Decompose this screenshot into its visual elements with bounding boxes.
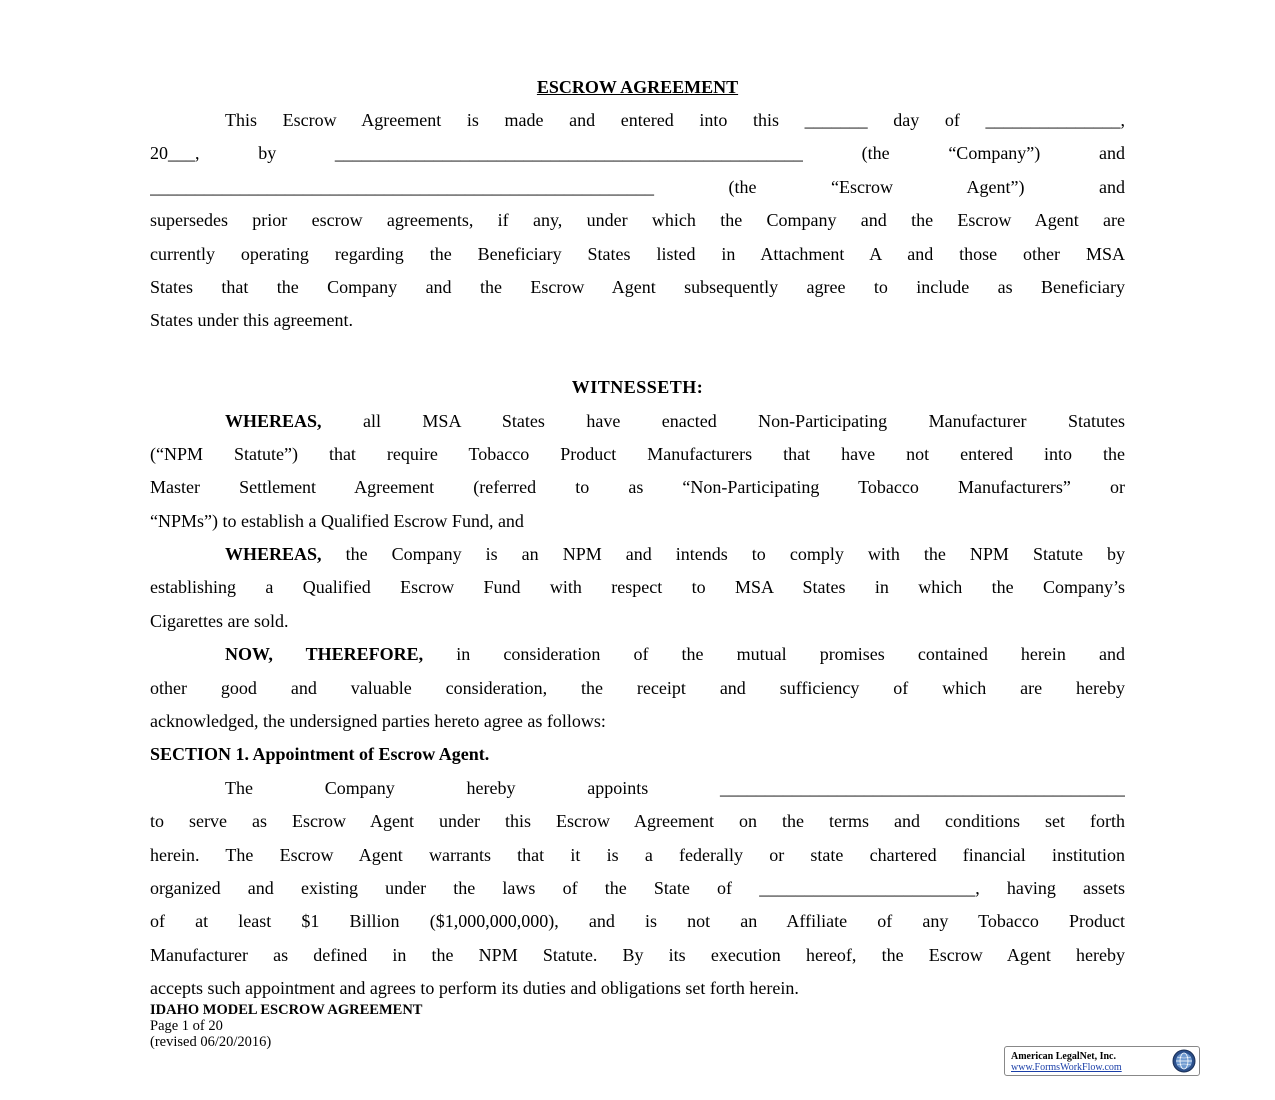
document-body: [150, 74, 1125, 1006]
publisher-badge[interactable]: [1004, 1046, 1200, 1076]
now-line-2: other good and valuable consideration, the receipt and sufficiency of which are hereby: [150, 677, 1125, 698]
section1-line-5: of at least $1 Billion ($1,000,000,000), and is not an Affiliate of any Tobacco Product: [150, 911, 1125, 932]
footer-title: IDAHO MODEL ESCROW AGREEMENT: [150, 1002, 423, 1018]
section1-line-7: accepts such appointment and agrees to perform its duties and obligations set forth herein.: [150, 978, 799, 999]
intro-line-5: currently operating regarding the Beneficiary States listed in Attachment A and those other MSA: [150, 243, 1125, 264]
whereas1-line-3: Master Settlement Agreement (referred to as “Non-Participating Tobacco Manufacturers” or: [150, 477, 1125, 498]
section1-line-2: to serve as Escrow Agent under this Escrow Agreement on the terms and conditions set forth: [150, 811, 1125, 832]
intro-line-4: supersedes prior escrow agreements, if any, under which the Company and the Escrow Agent are: [150, 210, 1125, 231]
now-text: in consideration of the mutual promises contained herein and: [456, 644, 1125, 665]
intro-line-3: ________________________________________________________ (the “Escrow Agent”) and: [150, 176, 1125, 197]
whereas1-line-2: (“NPM Statute”) that require Tobacco Product Manufacturers that have not entered into the: [150, 443, 1125, 464]
footer-page-number: Page 1 of 20: [150, 1018, 223, 1034]
whereas1-text: all MSA States have enacted Non-Participating Manufacturer Statutes: [362, 410, 1125, 431]
whereas2-line-1: [150, 538, 1125, 571]
whereas2-line-2: establishing a Qualified Escrow Fund with respect to MSA States in which the Company’s: [150, 577, 1125, 598]
whereas2-text: the Company is an NPM and intends to comply with the NPM Statute by: [345, 544, 1125, 565]
whereas2-line-3: Cigarettes are sold.: [150, 610, 289, 631]
section1-heading-text: SECTION 1. Appointment of Escrow Agent.: [150, 744, 490, 765]
now-line-1: [150, 638, 1125, 671]
section1-line-6: Manufacturer as defined in the NPM Statute. By its execution hereof, the Escrow Agent hereby: [150, 944, 1125, 965]
intro-line-1: This Escrow Agreement is made and entered into this _______ day of _______________,: [225, 110, 1125, 130]
spacer: [150, 338, 1125, 371]
section1-line-3: herein. The Escrow Agent warrants that it is a federally or state chartered financial institution: [150, 844, 1125, 865]
publisher-url-link[interactable]: www.FormsWorkFlow.com: [1011, 1062, 1122, 1073]
whereas1-line-1: [150, 405, 1125, 438]
section1-line-1: The Company hereby appoints _____________________________________________: [225, 777, 1125, 798]
whereas1-line-4: “NPMs”) to establish a Qualified Escrow Fund, and: [150, 510, 524, 531]
whereas2-lead: WHEREAS,: [225, 544, 322, 565]
whereas1-lead: WHEREAS,: [225, 410, 322, 431]
intro-line-7: States under this agreement.: [150, 310, 353, 331]
now-lead: NOW, THEREFORE,: [225, 644, 424, 665]
now-line-3: acknowledged, the undersigned parties hereto agree as follows:: [150, 711, 606, 732]
document-title: ESCROW AGREEMENT: [536, 77, 739, 97]
page-footer: [150, 1002, 422, 1050]
footer-revised-date: (revised 06/20/2016): [150, 1034, 272, 1050]
section1-heading: [150, 738, 1125, 771]
intro-line-6: States that the Company and the Escrow Agent subsequently agree to include as Beneficiary: [150, 276, 1125, 297]
section1-line-4: organized and existing under the laws of the State of ________________________, having assets: [150, 877, 1125, 898]
globe-logo-icon: [1172, 1049, 1196, 1073]
publisher-name: American LegalNet, Inc.: [1011, 1051, 1116, 1062]
intro-line-2: 20___, by ____________________________________________________ (the “Company”) and: [150, 143, 1125, 164]
witnesseth-heading: WITNESSETH:: [571, 377, 704, 398]
